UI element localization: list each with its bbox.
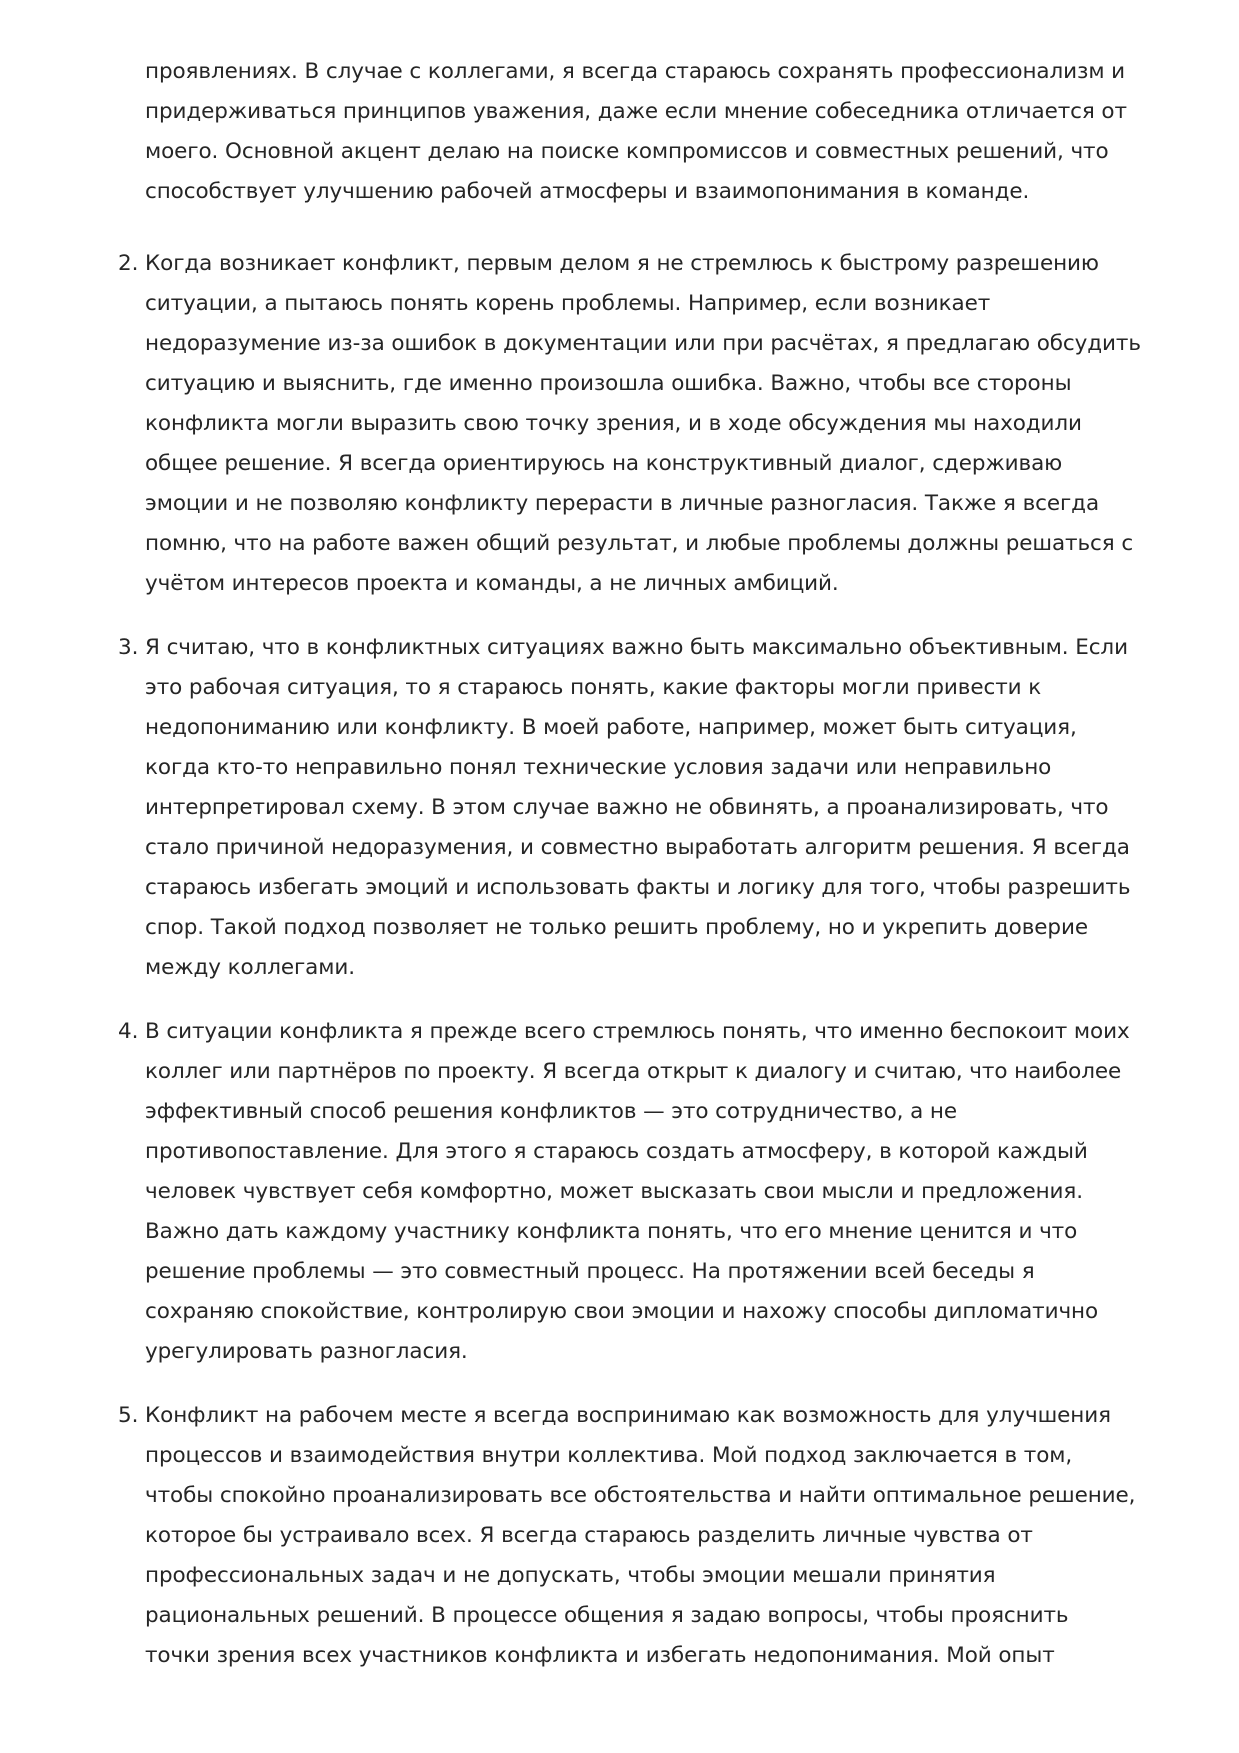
- text-line: чтобы спокойно проанализировать все обстоятельства и найти оптимальное решение,: [145, 1483, 1136, 1508]
- text-line: эффективный способ решения конфликтов — это сотрудничество, а не: [145, 1099, 957, 1124]
- text-line: Важно дать каждому участнику конфликта понять, что его мнение ценится и что: [145, 1219, 1078, 1244]
- text-line: эмоции и не позволяю конфликту перерасти в личные разногласия. Также я всегда: [145, 491, 1100, 516]
- text-line: которое бы устраивало всех. Я всегда стараюсь разделить личные чувства от: [145, 1523, 1033, 1548]
- text-line: спор. Такой подход позволяет не только решить проблему, но и укрепить доверие: [145, 915, 1088, 940]
- text-line: общее решение. Я всегда ориентируюсь на конструктивный диалог, сдерживаю: [145, 451, 1063, 476]
- text-line: между коллегами.: [145, 955, 355, 980]
- text-line: рациональных решений. В процессе общения я задаю вопросы, чтобы прояснить: [145, 1603, 1069, 1628]
- text-line: интерпретировал схему. В этом случае важно не обвинять, а проанализировать, что: [145, 795, 1109, 820]
- text-line: коллег или партнёров по проекту. Я всегда открыт к диалогу и считаю, что наиболее: [145, 1059, 1122, 1084]
- text-line: решение проблемы — это совместный процесс. На протяжении всей беседы я: [145, 1259, 1035, 1284]
- text-line: профессиональных задач и не допускать, чтобы эмоции мешали принятия: [145, 1563, 996, 1588]
- text-line: В ситуации конфликта я прежде всего стремлюсь понять, что именно беспокоит моих: [145, 1019, 1130, 1044]
- text-line: процессов и взаимодействия внутри коллектива. Мой подход заключается в том,: [145, 1443, 1073, 1468]
- text-line: стараюсь избегать эмоций и использовать факты и логику для того, чтобы разрешить: [145, 875, 1131, 900]
- text-line: конфликта могли выразить свою точку зрения, и в ходе обсуждения мы находили: [145, 411, 1082, 436]
- text-line: это рабочая ситуация, то я стараюсь понять, какие факторы могли привести к: [145, 675, 1042, 700]
- list-item-4: [118, 1012, 1155, 1372]
- text-line: учётом интересов проекта и команды, а не личных амбиций.: [145, 571, 839, 596]
- text-line: ситуации, а пытаюсь понять корень проблемы. Например, если возникает: [145, 291, 991, 316]
- text-line: Конфликт на рабочем месте я всегда воспринимаю как возможность для улучшения: [145, 1403, 1111, 1428]
- text-line: противопоставление. Для этого я стараюсь создать атмосферу, в которой каждый: [145, 1139, 1088, 1164]
- text-line: проявлениях. В случае с коллегами, я всегда стараюсь сохранять профессионализм и: [145, 59, 1126, 84]
- text-line: урегулировать разногласия.: [145, 1339, 468, 1364]
- text-line: моего. Основной акцент делаю на поиске компромиссов и совместных решений, что: [145, 139, 1109, 164]
- text-line: точки зрения всех участников конфликта и избегать недопонимания. Мой опыт: [145, 1643, 1055, 1668]
- text-line: когда кто-то неправильно понял технические условия задачи или неправильно: [145, 755, 1052, 780]
- text-line: способствует улучшению рабочей атмосферы и взаимопонимания в команде.: [145, 179, 1030, 204]
- text-line: стало причиной недоразумения, и совместно выработать алгоритм решения. Я всегда: [145, 835, 1130, 860]
- list-item-number: 2.: [118, 251, 139, 276]
- paragraph-continuation: [145, 52, 1155, 212]
- list-item-number: 5.: [118, 1403, 139, 1428]
- text-line: помню, что на работе важен общий результат, и любые проблемы должны решаться с: [145, 531, 1134, 556]
- list-item-2: [118, 244, 1155, 604]
- text-line: недоразумение из-за ошибок в документации или при расчётах, я предлагаю обсудить: [145, 331, 1141, 356]
- text-line: придерживаться принципов уважения, даже если мнение собеседника отличается от: [145, 99, 1127, 124]
- list-item-3: [118, 628, 1155, 988]
- list-item-5: [118, 1396, 1155, 1676]
- text-line: Когда возникает конфликт, первым делом я не стремлюсь к быстрому разрешению: [145, 251, 1099, 276]
- text-line: человек чувствует себя комфортно, может высказать свои мысли и предложения.: [145, 1179, 1083, 1204]
- text-line: сохраняю спокойствие, контролирую свои эмоции и нахожу способы дипломатично: [145, 1299, 1099, 1324]
- text-line: Я считаю, что в конфликтных ситуациях важно быть максимально объективным. Если: [145, 635, 1128, 660]
- list-item-number: 3.: [118, 635, 139, 660]
- list-item-number: 4.: [118, 1019, 139, 1044]
- text-line: недопониманию или конфликту. В моей работе, например, может быть ситуация,: [145, 715, 1077, 740]
- text-line: ситуацию и выяснить, где именно произошла ошибка. Важно, чтобы все стороны: [145, 371, 1072, 396]
